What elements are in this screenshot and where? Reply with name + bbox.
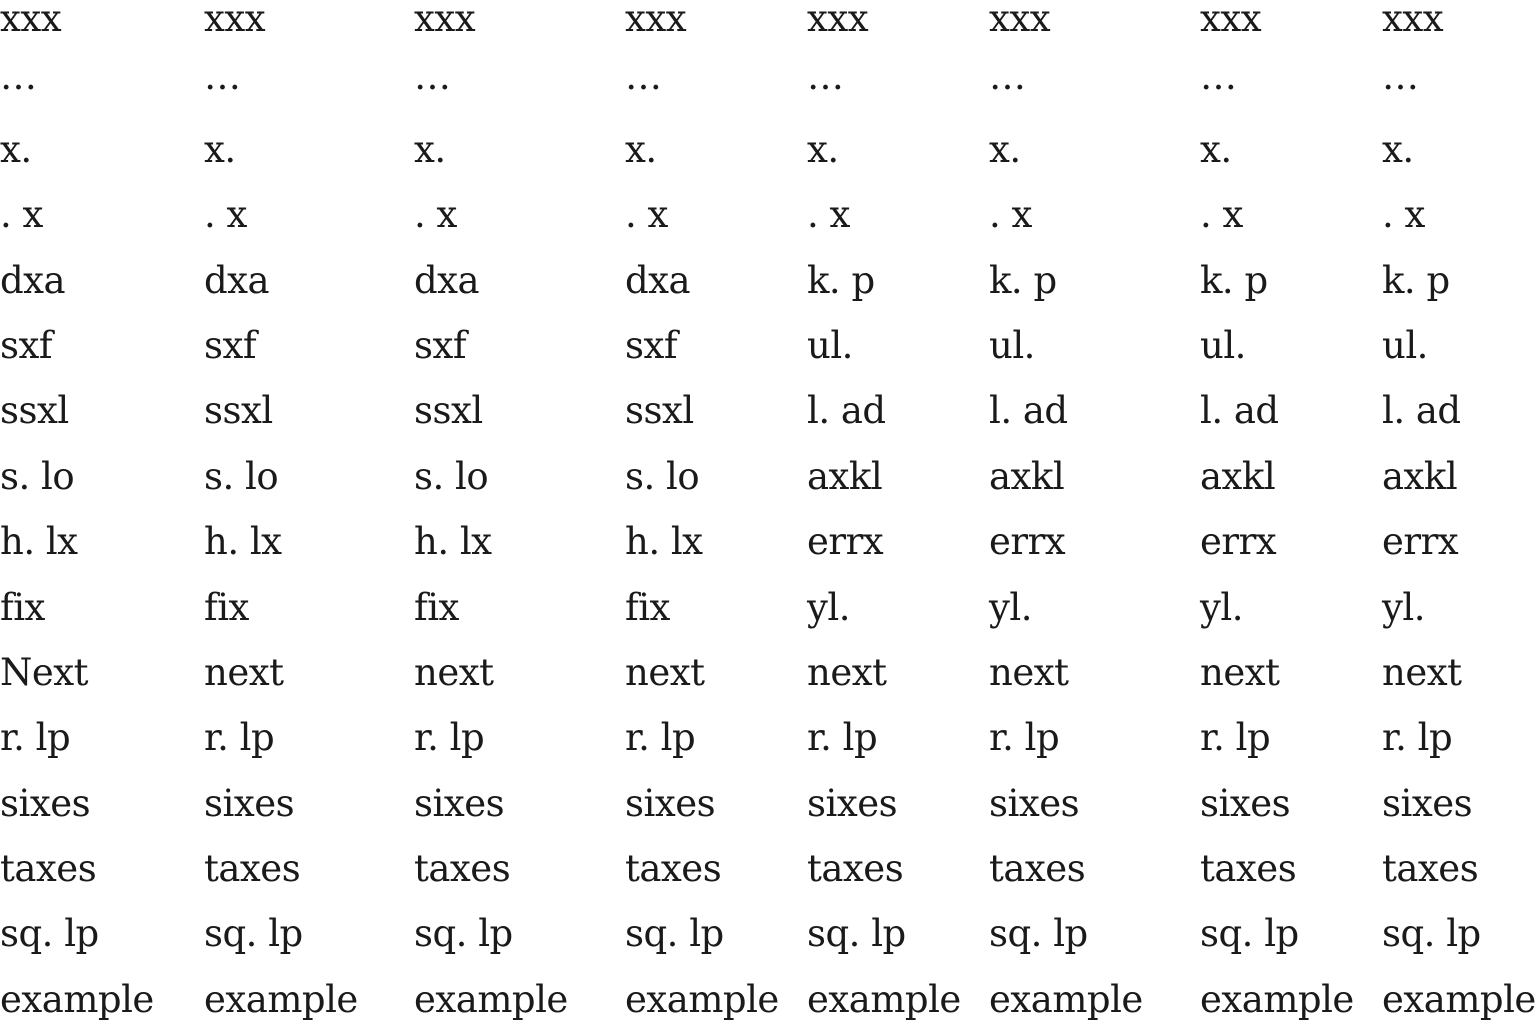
word-cell: taxes	[1382, 847, 1479, 891]
word-cell: next	[414, 650, 494, 694]
word-cell: s. lo	[0, 454, 75, 498]
word-cell: x.	[204, 127, 236, 171]
word-cell: next	[204, 650, 284, 694]
word-cell: next	[1200, 650, 1280, 694]
word-cell: …	[204, 55, 241, 99]
word-cell: r. lp	[204, 716, 275, 760]
word-column-2	[204, 0, 358, 1032]
word-cell: ul.	[1382, 323, 1428, 367]
word-cell: . x	[1382, 193, 1425, 237]
word-cell: taxes	[625, 847, 722, 891]
word-cell: r. lp	[0, 716, 71, 760]
word-cell: yl.	[807, 585, 850, 629]
word-cell: sixes	[989, 781, 1080, 825]
word-cell: taxes	[204, 847, 301, 891]
word-cell: ssxl	[625, 389, 694, 433]
word-cell: xxx	[0, 0, 62, 40]
word-cell: r. lp	[807, 716, 878, 760]
word-cell: example	[1382, 977, 1536, 1021]
word-cell: ul.	[1200, 323, 1246, 367]
word-cell: example	[625, 977, 779, 1021]
word-cell: sxf	[625, 323, 678, 367]
word-cell: r. lp	[1382, 716, 1453, 760]
word-cell: h. lx	[625, 520, 703, 564]
word-cell: sq. lp	[989, 912, 1088, 956]
word-cell: . x	[807, 193, 850, 237]
word-cell: errx	[807, 520, 884, 564]
word-cell: ssxl	[204, 389, 273, 433]
word-column-7	[1200, 0, 1354, 1032]
word-cell: . x	[204, 193, 247, 237]
word-cell: sq. lp	[625, 912, 724, 956]
word-column-5	[807, 0, 961, 1032]
word-cell: . x	[0, 193, 43, 237]
word-cell: x.	[625, 127, 657, 171]
word-cell: ssxl	[414, 389, 483, 433]
word-cell: sixes	[0, 781, 91, 825]
word-cell: taxes	[0, 847, 97, 891]
word-cell: ssxl	[0, 389, 69, 433]
word-cell: l. ad	[1382, 389, 1461, 433]
word-cell: …	[625, 55, 662, 99]
word-cell: …	[1200, 55, 1237, 99]
word-cell: taxes	[807, 847, 904, 891]
word-cell: x.	[989, 127, 1021, 171]
word-cell: sixes	[1382, 781, 1473, 825]
word-cell: next	[807, 650, 887, 694]
word-cell: example	[989, 977, 1143, 1021]
word-cell: next	[989, 650, 1069, 694]
word-cell: sq. lp	[1382, 912, 1481, 956]
word-cell: taxes	[989, 847, 1086, 891]
word-cell: example	[204, 977, 358, 1021]
word-cell: fix	[204, 585, 249, 629]
word-cell: h. lx	[0, 520, 78, 564]
word-cell: dxa	[204, 258, 270, 302]
word-cell: axkl	[807, 454, 883, 498]
word-cell: yl.	[1200, 585, 1243, 629]
word-cell: example	[1200, 977, 1354, 1021]
word-cell: dxa	[0, 258, 66, 302]
word-cell: axkl	[989, 454, 1065, 498]
word-cell: x.	[807, 127, 839, 171]
word-cell: example	[807, 977, 961, 1021]
word-cell: yl.	[989, 585, 1032, 629]
word-cell: x.	[0, 127, 32, 171]
word-cell: . x	[1200, 193, 1243, 237]
word-column-4	[625, 0, 779, 1032]
word-column-1	[0, 0, 154, 1032]
word-cell: r. lp	[625, 716, 696, 760]
word-cell: dxa	[414, 258, 480, 302]
word-cell: dxa	[625, 258, 691, 302]
word-cell: sixes	[204, 781, 295, 825]
word-cell: example	[0, 977, 154, 1021]
word-column-6	[989, 0, 1143, 1032]
word-cell: sq. lp	[204, 912, 303, 956]
word-cell: x.	[1200, 127, 1232, 171]
word-column-3	[414, 0, 568, 1032]
word-cell: sixes	[807, 781, 898, 825]
word-cell: sixes	[625, 781, 716, 825]
word-cell: k. p	[1382, 258, 1450, 302]
word-cell: example	[414, 977, 568, 1021]
word-cell: next	[1382, 650, 1462, 694]
word-cell: Next	[0, 650, 89, 694]
word-cell: sxf	[204, 323, 257, 367]
word-cell: xxx	[204, 0, 266, 40]
word-cell: …	[414, 55, 451, 99]
word-cell: ul.	[807, 323, 853, 367]
word-cell: xxx	[1200, 0, 1262, 40]
word-cell: fix	[0, 585, 45, 629]
word-cell: …	[0, 55, 37, 99]
word-cell: sq. lp	[0, 912, 99, 956]
word-cell: . x	[989, 193, 1032, 237]
word-cell: l. ad	[989, 389, 1068, 433]
word-cell: x.	[414, 127, 446, 171]
word-cell: xxx	[1382, 0, 1444, 40]
word-cell: l. ad	[1200, 389, 1279, 433]
word-cell: …	[989, 55, 1026, 99]
word-cell: . x	[414, 193, 457, 237]
word-cell: xxx	[989, 0, 1051, 40]
word-cell: sq. lp	[414, 912, 513, 956]
word-cell: r. lp	[989, 716, 1060, 760]
word-column-8	[1382, 0, 1536, 1032]
word-cell: xxx	[625, 0, 687, 40]
word-cell: axkl	[1200, 454, 1276, 498]
word-cell: ul.	[989, 323, 1035, 367]
word-cell: taxes	[414, 847, 511, 891]
word-cell: k. p	[1200, 258, 1268, 302]
word-cell: . x	[625, 193, 668, 237]
word-cell: errx	[1382, 520, 1459, 564]
word-cell: k. p	[989, 258, 1057, 302]
word-cell: sixes	[1200, 781, 1291, 825]
word-cell: s. lo	[625, 454, 700, 498]
word-cell: sxf	[0, 323, 53, 367]
word-cell: …	[807, 55, 844, 99]
word-cell: fix	[625, 585, 670, 629]
word-cell: l. ad	[807, 389, 886, 433]
word-cell: …	[1382, 55, 1419, 99]
word-cell: yl.	[1382, 585, 1425, 629]
word-cell: h. lx	[414, 520, 492, 564]
word-cell: axkl	[1382, 454, 1458, 498]
word-cell: taxes	[1200, 847, 1297, 891]
word-cell: x.	[1382, 127, 1414, 171]
word-cell: s. lo	[414, 454, 489, 498]
word-cell: r. lp	[1200, 716, 1271, 760]
word-cell: s. lo	[204, 454, 279, 498]
word-cell: errx	[1200, 520, 1277, 564]
word-cell: sixes	[414, 781, 505, 825]
word-cell: h. lx	[204, 520, 282, 564]
word-cell: next	[625, 650, 705, 694]
word-cell: xxx	[414, 0, 476, 40]
word-cell: r. lp	[414, 716, 485, 760]
word-cell: errx	[989, 520, 1066, 564]
word-cell: fix	[414, 585, 459, 629]
word-cell: k. p	[807, 258, 875, 302]
word-cell: xxx	[807, 0, 869, 40]
word-cell: sq. lp	[807, 912, 906, 956]
word-cell: sxf	[414, 323, 467, 367]
word-cell: sq. lp	[1200, 912, 1299, 956]
